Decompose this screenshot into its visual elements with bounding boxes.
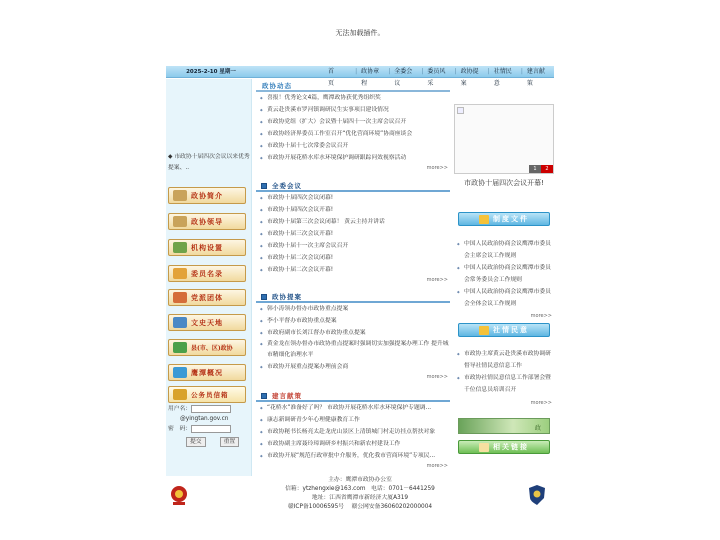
- list-item[interactable]: ◆ 中国人民政治协商会议鹰潭市委员会常务委员会工作规则: [454, 262, 554, 286]
- password-label: 密 码：: [168, 426, 192, 432]
- icp-record-link[interactable]: 赣ICP备10006595号: [287, 504, 345, 510]
- organization-button[interactable]: 机构设置: [168, 239, 246, 256]
- news-item[interactable]: ◆ 市政协十届十一次主席会议召开: [256, 240, 450, 252]
- rules-list: [454, 238, 554, 310]
- section-title: 政协动态: [262, 82, 292, 90]
- footer-phone: 0701－6441259: [388, 486, 435, 492]
- landscape-icon: [173, 367, 187, 378]
- news-item[interactable]: ◆ 黄金龙在领办督办市政协重点提案时强调切实加强提案办理工作 提升城市精细化治理水平: [256, 339, 450, 361]
- section-header: [256, 80, 450, 92]
- list-item[interactable]: ◆ 市政协主席黄云赴贵溪市政协调研督导社情民意信息工作: [454, 348, 554, 372]
- people-icon: [173, 268, 187, 279]
- politics-news-section: [256, 80, 450, 172]
- list-item[interactable]: ◆ 中国人民政治协商会议鹰潭市委员会主席会议工作规则: [454, 238, 554, 262]
- news-item[interactable]: ◆ 市政协十届二次会议闭幕!: [256, 252, 450, 264]
- nav-proposals[interactable]: 政协提案: [460, 68, 479, 87]
- list-item[interactable]: ◆ 中国人民政治协商会议鹰潭市委员会全体会议工作规则: [454, 286, 554, 310]
- section-title: 政协提案: [272, 293, 302, 301]
- member-directory-button[interactable]: 委员名录: [168, 265, 246, 282]
- news-item[interactable]: ◆ 黄云赴贵溪市罗河镇调研民生实事项目建设情况: [256, 104, 450, 116]
- related-links-banner[interactable]: 相关链接: [458, 440, 550, 454]
- news-item[interactable]: ◆ 市政协党组（扩大）会议暨十届四十一次主席会议召开: [256, 116, 450, 128]
- advice-section: [256, 390, 450, 470]
- security-record-link[interactable]: 赣公网安备36060202000004: [351, 504, 433, 510]
- news-blurb[interactable]: ◆ 市政协十届四次会议以来优秀提案、..: [168, 154, 250, 171]
- opinion-list: [454, 348, 554, 396]
- mail-login-form: [168, 404, 250, 447]
- news-item[interactable]: ◆ 韩小涛领办督办市政协重点提案: [256, 303, 450, 315]
- sponsor-text: 主办：鹰潭市政协办公室: [328, 477, 392, 483]
- nav-plenary[interactable]: 全委会议: [394, 68, 413, 87]
- news-item[interactable]: ◆ 市政府副市长刘江督办市政协重点提案: [256, 327, 450, 339]
- section-header: [256, 180, 450, 192]
- news-item[interactable]: ◆ 市政协开展花桥水库水环境保护调研跟踪问效视察活动: [256, 152, 450, 164]
- news-item[interactable]: ◆ 市政协秘书长杨亮太赴龙虎山景区上清镇城门村走访挂点帮扶对象: [256, 426, 450, 438]
- broken-image-icon: [457, 107, 464, 114]
- section-title: 建言献策: [272, 392, 302, 400]
- scenery-photo-banner[interactable]: 政: [458, 418, 550, 434]
- footer-email[interactable]: ytzhengxie@163.com: [302, 486, 366, 492]
- culture-history-button[interactable]: 文史天地: [168, 314, 246, 331]
- square-bullet-icon: [261, 393, 267, 399]
- news-item[interactable]: ◆ 市政协副主席聂玲璋调研乡村振兴和新农村建设工作: [256, 438, 450, 450]
- username-input[interactable]: [191, 405, 231, 413]
- yingtan-overview-button[interactable]: 鹰潭概况: [168, 364, 246, 381]
- page-footer: 主办：鹰潭市政协办公室 信箱：ytzhengxie@163.com 电话：0701－6441259 地址：江西省鹰潭市新经济大厦A319 赣ICP备10006595号 赣公网安备36060202000004: [166, 476, 554, 512]
- envelope-icon: [173, 389, 187, 400]
- nav-advice[interactable]: 建言献策: [526, 68, 545, 87]
- about-cppcc-button[interactable]: 政协简介: [168, 187, 246, 204]
- scroll-icon: [173, 216, 187, 227]
- mail-domain: @yingtan.gov.cn: [180, 416, 229, 422]
- nav-members[interactable]: 委员风采: [427, 68, 446, 87]
- news-item[interactable]: ◆ 市政协十届十七次常委会议召开: [256, 140, 450, 152]
- more-link[interactable]: more>>: [426, 165, 448, 171]
- parties-button[interactable]: 党派团体: [168, 289, 246, 306]
- link-icon: [479, 443, 489, 452]
- news-item[interactable]: ◆ 市政协十届四次会议闭幕!: [256, 192, 450, 204]
- square-bullet-icon: [261, 183, 267, 189]
- square-bullet-icon: [261, 294, 267, 300]
- plenary-section: [256, 180, 450, 284]
- more-link[interactable]: more>>: [426, 374, 448, 380]
- more-link[interactable]: more>>: [530, 313, 552, 319]
- news-item[interactable]: ◆ 市政协十届四次会议开幕!: [256, 204, 450, 216]
- plugin-error-message: 无法加载插件。: [335, 29, 385, 37]
- slide-caption[interactable]: 市政协十届四次会议开幕!: [464, 179, 544, 187]
- news-item[interactable]: ◆ 市政协十届第三次会议闭幕！ 黄云主持并讲话: [256, 216, 450, 228]
- news-slideshow[interactable]: [454, 104, 554, 174]
- password-input[interactable]: [191, 425, 231, 433]
- footer-address: 地址：江西省鹰潭市新经济大厦A319: [311, 495, 409, 501]
- more-link[interactable]: more>>: [426, 463, 448, 469]
- rules-documents-banner[interactable]: 制度文件: [458, 212, 550, 226]
- main-nav: 首 页 | 政协章程 | 全委会议 | 委员风采 | 政协提案 | 社情民意 | 建言献策: [324, 66, 554, 78]
- date-display: 2025-2-10 星期一: [186, 69, 236, 75]
- slide-pager: [529, 165, 553, 173]
- news-item[interactable]: ◆ 喜报！优秀论文4篇，鹰潭政协获优秀组织奖: [256, 92, 450, 104]
- section-header: [256, 390, 450, 402]
- news-item[interactable]: ◆ 市政协经济界委员工作室召开“优化营商环境”协商座谈会: [256, 128, 450, 140]
- section-header: [256, 291, 450, 303]
- username-label: 用户名：: [168, 406, 192, 412]
- county-cppcc-button[interactable]: 县(市、区)政协: [168, 339, 246, 356]
- leaders-button[interactable]: 政协领导: [168, 213, 246, 230]
- document-icon: [479, 326, 489, 335]
- news-item[interactable]: ◆ “花桥水”准备好了吗？ 市政协开展花桥水库水环境保护专题调...: [256, 402, 450, 414]
- proposals-section: [256, 291, 450, 381]
- globe-icon: [173, 317, 187, 328]
- news-item[interactable]: ◆ 市政协开展重点提案办理前会商: [256, 361, 450, 373]
- news-item[interactable]: ◆ 市政协开展“规范行政审批中介服务，优化我市营商环境”专项民...: [256, 450, 450, 462]
- nav-home[interactable]: 首 页: [328, 68, 347, 87]
- news-item[interactable]: ◆ 市政协十届三次会议开幕!: [256, 228, 450, 240]
- globe-icon: [173, 342, 187, 353]
- more-link[interactable]: more>>: [530, 400, 552, 406]
- more-link[interactable]: more>>: [426, 277, 448, 283]
- news-item[interactable]: ◆ 李小平督办市政协重点提案: [256, 315, 450, 327]
- news-item[interactable]: ◆ 康志新调研青少年心理健康教育工作: [256, 414, 450, 426]
- nav-opinion[interactable]: 社情民意: [493, 68, 512, 87]
- group-icon: [173, 292, 187, 303]
- slide-page-1[interactable]: 1: [529, 165, 541, 173]
- public-opinion-banner[interactable]: 社情民意: [458, 323, 550, 337]
- nav-charter[interactable]: 政协章程: [361, 68, 380, 87]
- slide-page-2[interactable]: 2: [541, 165, 553, 173]
- civil-servant-mail-button[interactable]: 公务员信箱: [168, 386, 246, 403]
- submit-button[interactable]: 提交: [186, 437, 206, 447]
- news-item[interactable]: ◆ 市政协十届二次会议开幕!: [256, 264, 450, 276]
- scroll-icon: [173, 190, 187, 201]
- reset-button[interactable]: 重置: [220, 437, 240, 447]
- tree-icon: [173, 242, 187, 253]
- section-title: 全委会议: [272, 182, 302, 190]
- list-item[interactable]: ◆ 市政协社情民意信息工作部署会暨千位信息员培训召开: [454, 372, 554, 396]
- folder-icon: [479, 215, 489, 224]
